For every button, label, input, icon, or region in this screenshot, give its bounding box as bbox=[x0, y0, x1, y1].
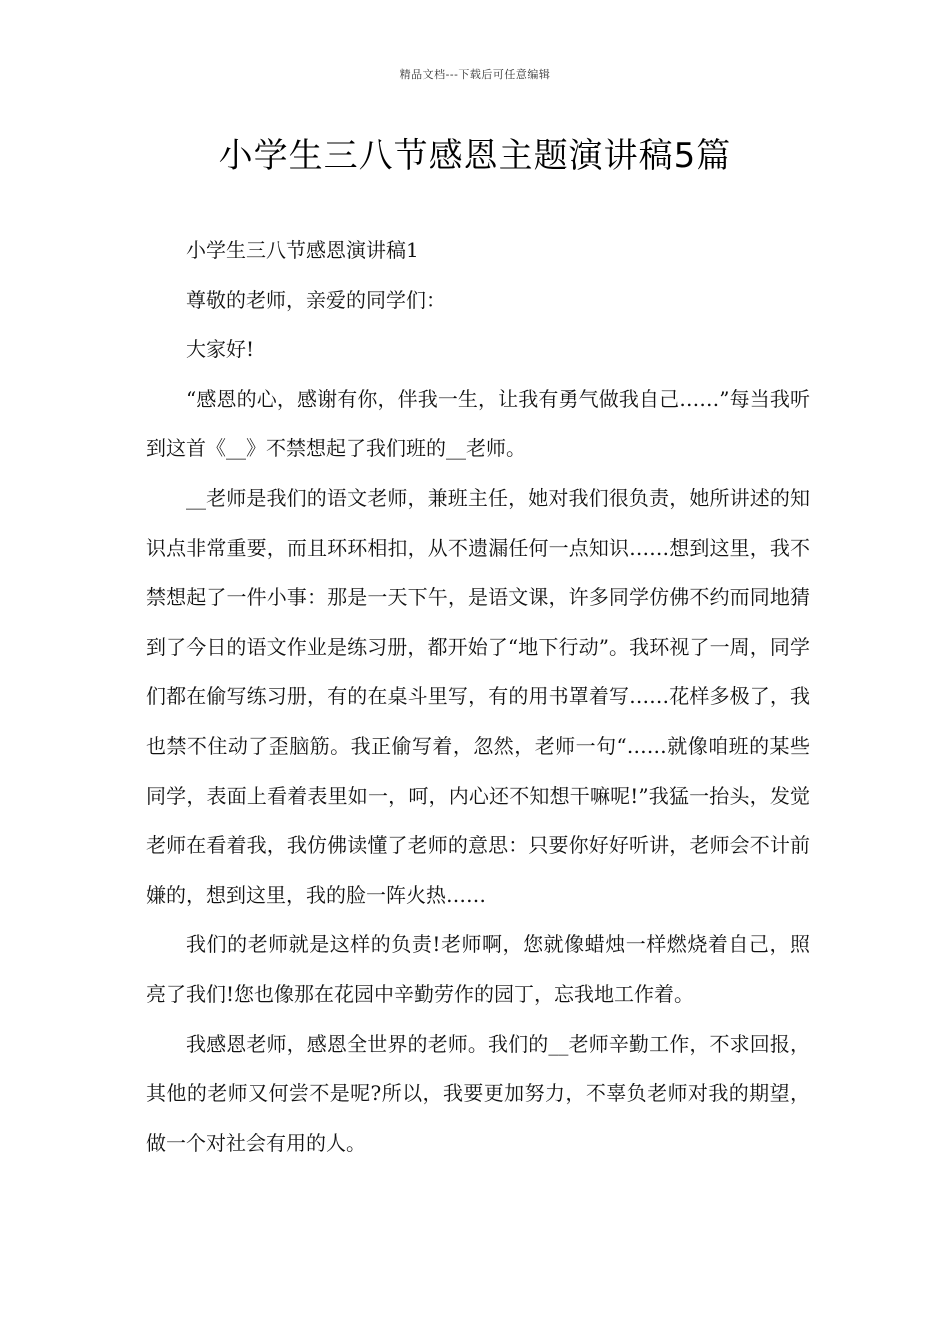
body-paragraph: “感恩的心，感谢有你，伴我一生，让我有勇气做我自己……”每当我听到这首《__》不禁想起了我们班的__老师。 bbox=[146, 386, 810, 461]
salutation-paragraph: 尊敬的老师，亲爱的同学们： bbox=[186, 287, 446, 312]
body-paragraph: 我感恩老师，感恩全世界的老师。我们的__老师辛勤工作，不求回报，其他的老师又何尝不是呢?所以，我要更加努力，不辜负老师对我的期望，做一个对社会有用的人。 bbox=[146, 1031, 810, 1155]
body-paragraph: 我们的老师就是这样的负责!老师啊，您就像蜡烛一样燃烧着自己，照亮了我们!您也像那在花园中辛勤劳作的园丁，忘我地工作着。 bbox=[146, 932, 810, 1006]
document-body bbox=[146, 226, 810, 1168]
greeting-paragraph: 大家好! bbox=[186, 337, 255, 362]
body-paragraph: __老师是我们的语文老师，兼班主任，她对我们很负责，她所讲述的知识点非常重要，而且环环相扣，从不遗漏任何一点知识……想到这里，我不禁想起了一件小事：那是一天下午，是语文课，许多同学仿佛不约而同地猜到了今日的语文作业是练习册，都开始了“地下行动”。我环视了一周，同学们都在偷写练习册，有的在桌斗里写，有的用书罩着写……花样多极了，我也禁不住动了歪脑筋。我正偷写着，忽然，老师一句“……就像咱班的某些同学，表面上看着表里如一，呵，内心还不知想干嘛呢!”我猛一抬头，发觉老师在看着我，我仿佛读懂了老师的意思：只要你好好听讲，老师会不计前嫌的，想到这里，我的脸一阵火热…… bbox=[146, 485, 810, 907]
document-title: 小学生三八节感恩主题演讲稿5篇 bbox=[218, 136, 732, 176]
header-note: 精品文档---下载后可任意编辑 bbox=[399, 68, 551, 81]
section-heading: 小学生三八节感恩演讲稿1 bbox=[186, 238, 419, 262]
